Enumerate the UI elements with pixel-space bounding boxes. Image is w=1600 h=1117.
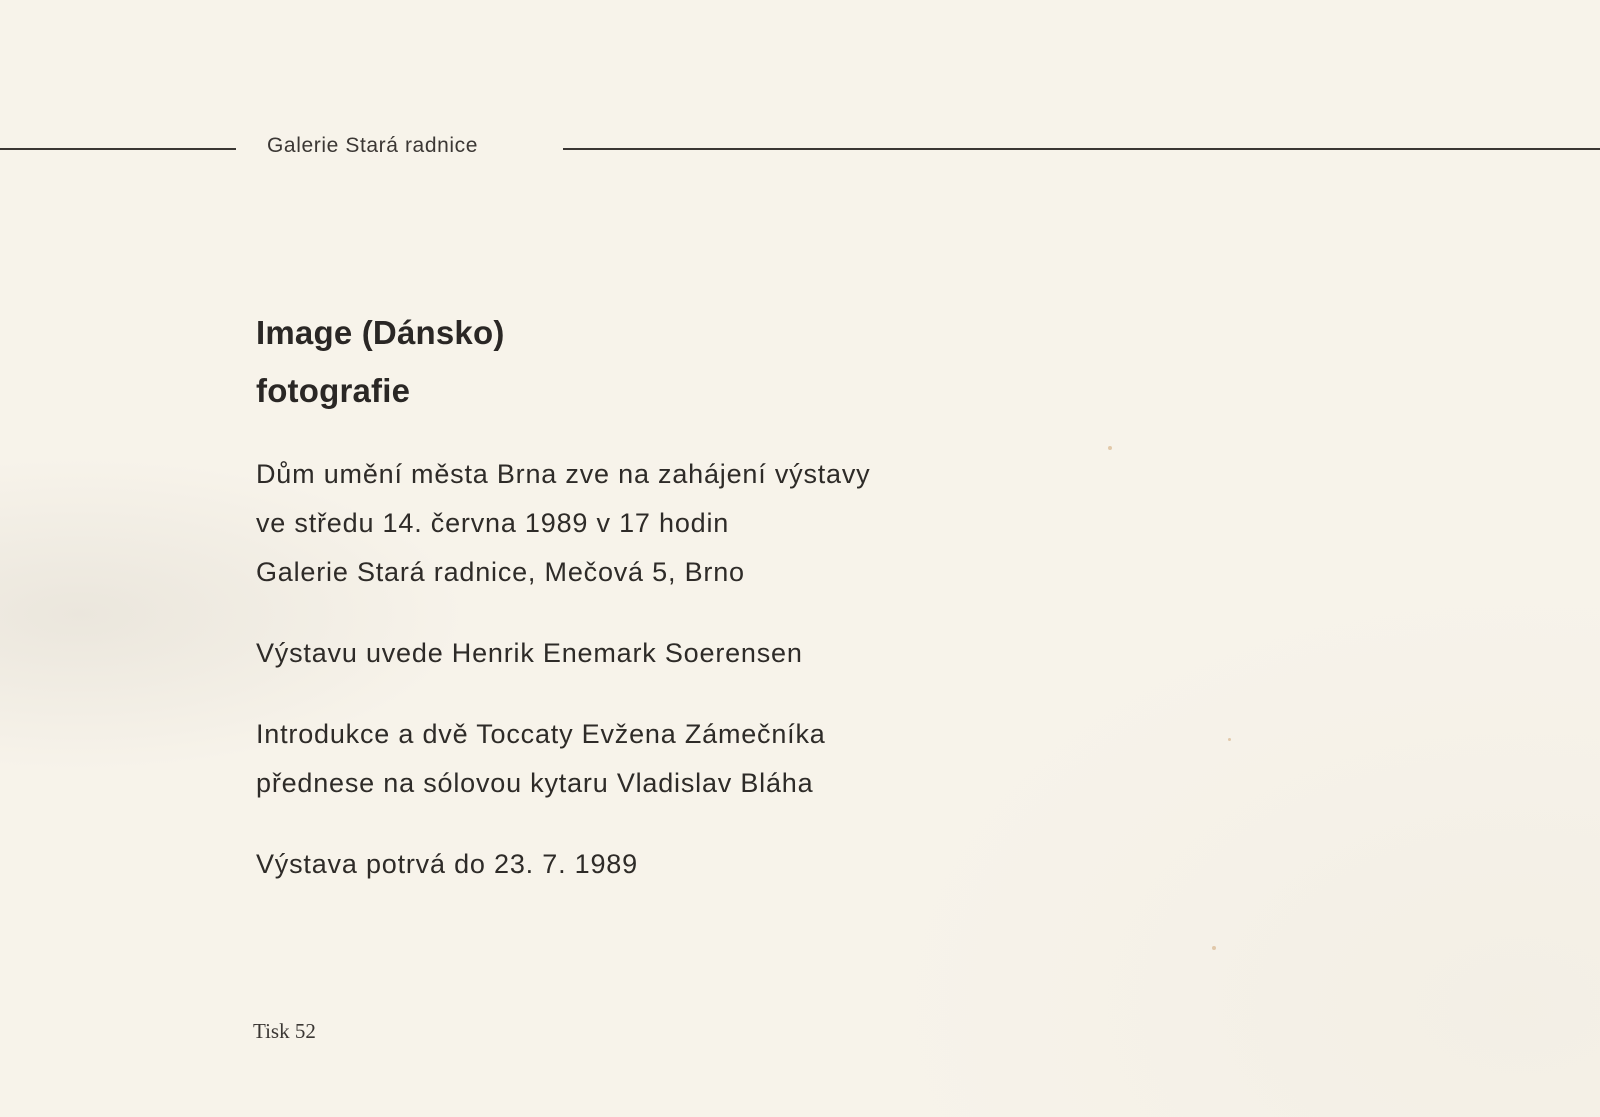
paper-speck bbox=[1212, 946, 1216, 950]
invitation-line-3: Galerie Stará radnice, Mečová 5, Brno bbox=[256, 557, 745, 587]
invitation-line-2: ve středu 14. června 1989 v 17 hodin bbox=[256, 508, 730, 538]
exhibition-subtitle: fotografie bbox=[256, 372, 411, 409]
header-rule-left bbox=[0, 148, 236, 150]
gallery-header: Galerie Stará radnice bbox=[267, 134, 479, 157]
exhibition-duration: Výstava potrvá do 23. 7. 1989 bbox=[256, 849, 638, 879]
print-mark: Tisk 52 bbox=[253, 1019, 316, 1043]
paper-speck bbox=[1228, 738, 1231, 741]
music-line-1: Introdukce a dvě Toccaty Evžena Zámečníka bbox=[256, 719, 826, 749]
opening-speaker: Výstavu uvede Henrik Enemark Soerensen bbox=[256, 638, 803, 668]
invitation-line-1: Dům umění města Brna zve na zahájení výstavy bbox=[256, 459, 871, 489]
exhibition-title: Image (Dánsko) bbox=[256, 314, 505, 351]
header-rule-right bbox=[563, 148, 1600, 150]
paper-speck bbox=[1108, 446, 1112, 450]
music-line-2: přednese na sólovou kytaru Vladislav Bláha bbox=[256, 768, 814, 798]
